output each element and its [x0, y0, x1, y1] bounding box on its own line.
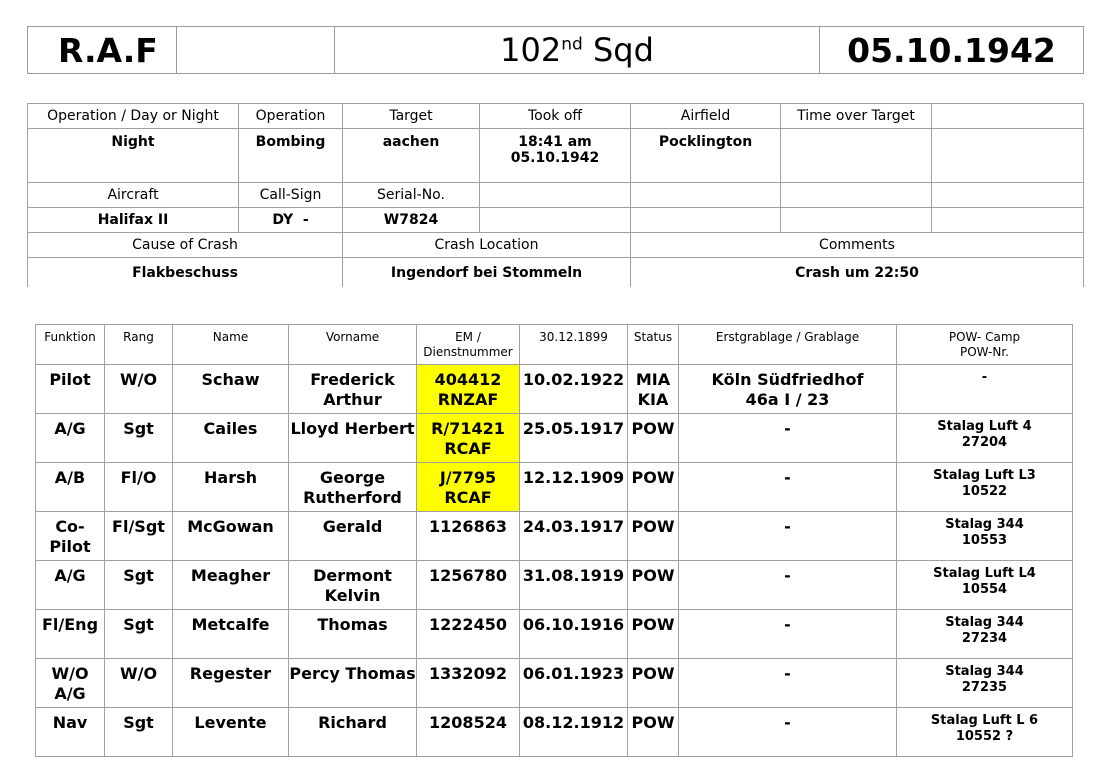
crew-grab-line: -	[784, 713, 791, 732]
crew-cell-vorname	[289, 708, 417, 757]
crew-funktion-line: A/B	[54, 468, 86, 487]
crew-cell-em	[417, 610, 520, 659]
crew-geb-line: 06.10.1916	[522, 615, 625, 634]
label-location: Crash Location	[343, 233, 631, 258]
crew-cell-vorname	[289, 610, 417, 659]
crew-cell-geb	[520, 708, 628, 757]
crew-cell-pow	[897, 463, 1073, 512]
col-em-line1: EM /	[455, 330, 481, 344]
crew-cell-funktion	[36, 414, 105, 463]
crew-vorname-line: Lloyd Herbert	[290, 419, 415, 438]
label-took-off: Took off	[480, 104, 631, 129]
crew-rang-line: Sgt	[123, 419, 154, 438]
crew-funktion-line: Co-	[55, 517, 85, 536]
crew-cell-geb	[520, 463, 628, 512]
label-cause: Cause of Crash	[28, 233, 343, 258]
crew-cell-funktion	[36, 659, 105, 708]
crew-cell-grab	[679, 708, 897, 757]
crew-cell-name	[173, 659, 289, 708]
label-call-sign: Call-Sign	[239, 183, 343, 208]
crew-cell-vorname	[289, 659, 417, 708]
crew-cell-funktion	[36, 610, 105, 659]
crew-funktion-line: A/G	[54, 684, 86, 703]
crew-cell-pow	[897, 365, 1073, 414]
crew-cell-geb	[520, 659, 628, 708]
label-comments: Comments	[631, 233, 1084, 258]
crew-cell-status	[628, 463, 679, 512]
took-off-time: 18:41 am	[518, 134, 592, 150]
header-table	[27, 26, 1084, 74]
crew-grab-line: Köln Südfriedhof	[711, 370, 864, 389]
crew-name-line: Metcalfe	[191, 615, 270, 634]
crew-pow-line: Stalag Luft L3	[933, 468, 1036, 483]
value-location: Ingendorf bei Stommeln	[343, 258, 631, 288]
crew-cell-geb	[520, 610, 628, 659]
crew-pow-line: 10552 ?	[955, 729, 1014, 744]
crew-status-line: POW	[631, 419, 675, 438]
crew-body	[36, 365, 1073, 757]
value-airfield: Pocklington	[631, 129, 781, 183]
label-aircraft: Aircraft	[28, 183, 239, 208]
label-serial-no: Serial-No.	[343, 183, 480, 208]
col-pow-line2: POW-Nr.	[959, 345, 1009, 359]
crew-cell-funktion	[36, 365, 105, 414]
crew-rang-line: Sgt	[123, 566, 154, 585]
value-serial-no: W7824	[343, 208, 480, 233]
aircraft-label-row	[28, 183, 1084, 208]
empty-cell	[932, 208, 1084, 233]
crew-cell-em	[417, 708, 520, 757]
col-pow-line1: POW- Camp	[948, 330, 1021, 344]
crew-rang-line: W/O	[119, 664, 158, 683]
crew-cell-em	[417, 561, 520, 610]
crew-cell-rang	[105, 610, 173, 659]
crew-geb-line: 08.12.1912	[522, 713, 625, 732]
mission-value-row	[28, 129, 1084, 183]
crew-cell-grab	[679, 561, 897, 610]
value-time-over-target	[781, 129, 932, 183]
squadron-number: 102	[500, 31, 562, 69]
col-dienstnummer	[417, 325, 520, 365]
crew-cell-pow	[897, 561, 1073, 610]
crew-cell-vorname	[289, 561, 417, 610]
crew-cell-status	[628, 659, 679, 708]
crew-status-line: POW	[631, 468, 675, 487]
empty-cell	[781, 183, 932, 208]
crew-pow-line: Stalag Luft 4	[937, 419, 1032, 434]
crew-em-line: 1332092	[429, 664, 507, 683]
crew-em-line: RNZAF	[437, 390, 499, 409]
crew-vorname-line: Percy Thomas	[289, 664, 416, 683]
crew-cell-funktion	[36, 512, 105, 561]
crew-name-line: Harsh	[204, 468, 257, 487]
crew-cell-status	[628, 365, 679, 414]
crew-cell-pow	[897, 659, 1073, 708]
crew-table	[35, 324, 1073, 757]
crew-pow-line: 10554	[961, 582, 1008, 597]
crew-funktion-line: Fl/Eng	[41, 615, 99, 634]
crew-grab-line: -	[784, 468, 791, 487]
crew-funktion-line: Pilot	[49, 370, 91, 389]
crew-cell-name	[173, 512, 289, 561]
squadron-title	[335, 27, 820, 74]
crew-geb-line: 12.12.1909	[522, 468, 625, 487]
crew-cell-rang	[105, 561, 173, 610]
crew-row	[36, 659, 1073, 708]
crew-pow-line: 10553	[961, 533, 1008, 548]
crew-vorname-line: Dermont	[313, 566, 392, 585]
empty-cell	[932, 104, 1084, 129]
crew-geb-line: 31.08.1919	[522, 566, 625, 585]
crew-cell-name	[173, 463, 289, 512]
crew-grab-line: -	[784, 517, 791, 536]
crew-status-line: KIA	[637, 390, 669, 409]
header-empty-cell	[177, 27, 335, 74]
crew-grab-line: -	[784, 615, 791, 634]
label-day-night: Operation / Day or Night	[28, 104, 239, 129]
crew-cell-grab	[679, 365, 897, 414]
crew-row	[36, 463, 1073, 512]
crew-cell-rang	[105, 512, 173, 561]
label-airfield: Airfield	[631, 104, 781, 129]
crew-rang-line: Fl/O	[120, 468, 157, 487]
crew-grab-line: -	[784, 566, 791, 585]
squadron-suffix: nd	[561, 34, 583, 55]
crew-vorname-line: Arthur	[323, 390, 382, 409]
crew-name-line: Levente	[194, 713, 267, 732]
crew-pow-line: Stalag Luft L 6	[930, 713, 1039, 728]
col-vorname: Vorname	[289, 325, 417, 365]
empty-cell	[932, 129, 1084, 183]
crew-funktion-line: W/O	[51, 664, 89, 683]
crew-cell-name	[173, 561, 289, 610]
value-took-off	[480, 129, 631, 183]
crew-cell-name	[173, 414, 289, 463]
col-em-line2: Dienstnummer	[423, 345, 513, 359]
crew-cell-grab	[679, 463, 897, 512]
crew-cell-pow	[897, 708, 1073, 757]
crew-vorname-line: George	[319, 468, 386, 487]
crew-em-line: 1208524	[429, 713, 507, 732]
col-grablage: Erstgrablage / Grablage	[679, 325, 897, 365]
crew-cell-grab	[679, 659, 897, 708]
value-target: aachen	[343, 129, 480, 183]
crew-cell-em	[417, 365, 520, 414]
crew-geb-line: 25.05.1917	[522, 419, 625, 438]
value-day-night: Night	[28, 129, 239, 183]
crew-pow-line: 27204	[961, 435, 1008, 450]
mission-table	[27, 103, 1084, 287]
crew-cell-rang	[105, 708, 173, 757]
crew-row	[36, 610, 1073, 659]
crew-pow-line: Stalag Luft L4	[933, 566, 1036, 581]
crew-cell-pow	[897, 610, 1073, 659]
empty-cell	[480, 208, 631, 233]
crew-pow-line: 10522	[961, 484, 1008, 499]
crew-rang-line: Sgt	[123, 615, 154, 634]
empty-cell	[480, 183, 631, 208]
crew-cell-pow	[897, 414, 1073, 463]
value-aircraft: Halifax II	[28, 208, 239, 233]
crew-funktion-line: Nav	[52, 713, 88, 732]
empty-cell	[631, 183, 781, 208]
value-call-sign: DY -	[239, 208, 343, 233]
crew-cell-grab	[679, 414, 897, 463]
crew-row	[36, 414, 1073, 463]
crew-name-line: Schaw	[201, 370, 260, 389]
crew-vorname-line: Kelvin	[324, 586, 381, 605]
crew-em-line: RCAF	[444, 488, 492, 507]
crew-cell-rang	[105, 414, 173, 463]
crew-rang-line: W/O	[119, 370, 158, 389]
crew-cell-geb	[520, 512, 628, 561]
crew-cell-vorname	[289, 463, 417, 512]
crew-em-line: 1126863	[429, 517, 507, 536]
crew-cell-status	[628, 708, 679, 757]
crew-cell-em	[417, 463, 520, 512]
col-rang: Rang	[105, 325, 173, 365]
crew-geb-line: 06.01.1923	[522, 664, 625, 683]
crew-grab-line: -	[784, 419, 791, 438]
crew-funktion-line: Pilot	[49, 537, 91, 556]
crew-cell-name	[173, 610, 289, 659]
crew-em-line: 404412	[434, 370, 502, 389]
empty-cell	[781, 208, 932, 233]
value-comments: Crash um 22:50	[631, 258, 1084, 288]
crew-status-line: POW	[631, 713, 675, 732]
crew-em-line: RCAF	[444, 439, 492, 458]
crew-funktion-line: A/G	[54, 566, 86, 585]
aircraft-value-row	[28, 208, 1084, 233]
crew-row	[36, 561, 1073, 610]
raf-title: R.A.F	[28, 27, 177, 74]
crew-status-line: POW	[631, 517, 675, 536]
crew-row	[36, 708, 1073, 757]
empty-cell	[631, 208, 781, 233]
crew-name-line: Meagher	[190, 566, 271, 585]
crew-row	[36, 365, 1073, 414]
crew-cell-vorname	[289, 365, 417, 414]
crew-geb-line: 10.02.1922	[522, 370, 625, 389]
crew-name-line: Cailes	[203, 419, 258, 438]
crew-grab-line: 46a I / 23	[745, 390, 830, 409]
crew-em-line: 1256780	[429, 566, 507, 585]
crew-cell-name	[173, 708, 289, 757]
crew-em-line: J/7795	[439, 468, 497, 487]
empty-cell	[932, 183, 1084, 208]
crew-cell-vorname	[289, 414, 417, 463]
crew-cell-rang	[105, 463, 173, 512]
crew-pow-line: -	[981, 370, 988, 385]
crew-name-line: McGowan	[187, 517, 274, 536]
col-name: Name	[173, 325, 289, 365]
crew-cell-rang	[105, 365, 173, 414]
crew-em-line: 1222450	[429, 615, 507, 634]
mission-label-row	[28, 104, 1084, 129]
squadron-unit: Sqd	[582, 31, 654, 69]
crew-cell-geb	[520, 561, 628, 610]
crew-status-line: MIA	[635, 370, 671, 389]
label-target: Target	[343, 104, 480, 129]
crash-value-row	[28, 258, 1084, 288]
crew-cell-name	[173, 365, 289, 414]
crew-cell-geb	[520, 365, 628, 414]
label-operation: Operation	[239, 104, 343, 129]
crew-vorname-line: Richard	[318, 713, 387, 732]
value-operation: Bombing	[239, 129, 343, 183]
crew-cell-vorname	[289, 512, 417, 561]
crew-cell-status	[628, 610, 679, 659]
crew-row	[36, 512, 1073, 561]
crew-grab-line: -	[784, 664, 791, 683]
crew-cell-grab	[679, 512, 897, 561]
crew-cell-pow	[897, 512, 1073, 561]
crew-cell-grab	[679, 610, 897, 659]
crew-cell-status	[628, 512, 679, 561]
crew-cell-em	[417, 659, 520, 708]
crew-cell-funktion	[36, 561, 105, 610]
crew-pow-line: Stalag 344	[945, 615, 1024, 630]
crew-rang-line: Sgt	[123, 713, 154, 732]
crew-em-line: R/71421	[431, 419, 505, 438]
crew-cell-funktion	[36, 463, 105, 512]
crew-geb-line: 24.03.1917	[522, 517, 625, 536]
crew-status-line: POW	[631, 664, 675, 683]
crew-pow-line: Stalag 344	[945, 664, 1024, 679]
took-off-date: 05.10.1942	[510, 150, 600, 166]
crew-status-line: POW	[631, 615, 675, 634]
crew-cell-geb	[520, 414, 628, 463]
crew-vorname-line: Rutherford	[303, 488, 402, 507]
crew-funktion-line: A/G	[54, 419, 86, 438]
crew-pow-line: 27234	[961, 631, 1008, 646]
header-date: 05.10.1942	[820, 27, 1084, 74]
crew-cell-status	[628, 414, 679, 463]
crew-status-line: POW	[631, 566, 675, 585]
col-funktion: Funktion	[36, 325, 105, 365]
crew-rang-line: Fl/Sgt	[112, 517, 165, 536]
crew-cell-rang	[105, 659, 173, 708]
col-pow	[897, 325, 1073, 365]
crew-name-line: Regester	[189, 664, 272, 683]
value-cause: Flakbeschuss	[28, 258, 343, 288]
crew-cell-em	[417, 414, 520, 463]
col-geburtsdatum: 30.12.1899	[520, 325, 628, 365]
crew-header-row	[36, 325, 1073, 365]
crew-cell-em	[417, 512, 520, 561]
crew-vorname-line: Thomas	[317, 615, 388, 634]
crew-cell-status	[628, 561, 679, 610]
label-time-over-target: Time over Target	[781, 104, 932, 129]
crew-pow-line: 27235	[961, 680, 1008, 695]
crew-vorname-line: Frederick	[310, 370, 395, 389]
crash-label-row	[28, 233, 1084, 258]
crew-cell-funktion	[36, 708, 105, 757]
crew-pow-line: Stalag 344	[945, 517, 1024, 532]
col-status: Status	[628, 325, 679, 365]
crew-vorname-line: Gerald	[322, 517, 383, 536]
